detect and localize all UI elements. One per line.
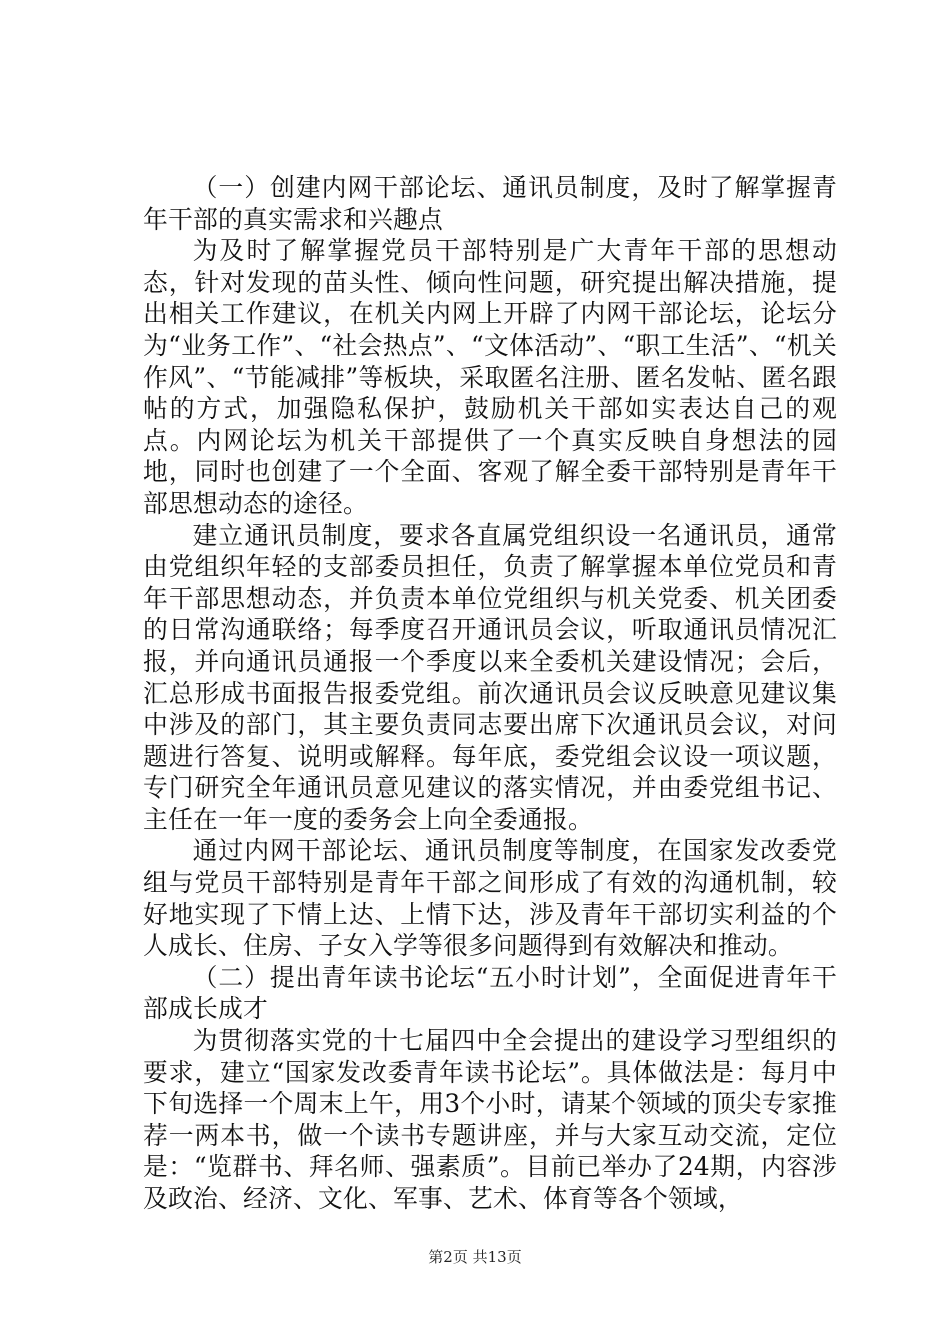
paragraph: 为贯彻落实党的十七届四中全会提出的建设学习型组织的要求，建立“国家发改委青年读书论坛”。具体做法是：每月中下旬选择一个周末上午，用3个小时，请某个领域的顶尖专家推荐一两本书，做一个读书专题讲座，并与大家互动交流，定位是：“览群书、拜名师、强素质”。目前已举办了24期，内容涉及政治、经济、文化、军事、艺术、体育等各个领域， — [143, 1026, 837, 1213]
section-heading-1: （一）创建内网干部论坛、通讯员制度，及时了解掌握青年干部的真实需求和兴趣点 — [143, 173, 837, 234]
paragraph: 为及时了解掌握党员干部特别是广大青年干部的思想动态，针对发现的苗头性、倾向性问题，研究提出解决措施，提出相关工作建议，在机关内网上开辟了内网干部论坛，论坛分为“业务工作”、“社会热点”、“文体活动”、“职工生活”、“机关作风”、“节能减排”等板块，采取匿名注册、匿名发帖、匿名跟帖的方式，加强隐私保护，鼓励机关干部如实表达自己的观点。内网论坛为机关干部提供了一个真实反映自身想法的园地，同时也创建了一个全面、客观了解全委干部特别是青年干部思想动态的途径。 — [143, 236, 837, 518]
section-heading-2: （二）提出青年读书论坛“五小时计划”，全面促进青年干部成长成才 — [143, 962, 837, 1024]
paragraph: 建立通讯员制度，要求各直属党组织设一名通讯员，通常由党组织年轻的支部委员担任，负责了解掌握本单位党员和青年干部思想动态，并负责本单位党组织与机关党委、机关团委的日常沟通联络；每季度召开通讯员会议，听取通讯员情况汇报，并向通讯员通报一个季度以来全委机关建设情况；会后，汇总形成书面报告报委党组。前次通讯员会议反映意见建议集中涉及的部门，其主要负责同志要出席下次通讯员会议，对问题进行答复、说明或解释。每年底，委党组会议设一项议题，专门研究全年通讯员意见建议的落实情况，并由委党组书记、主任在一年一度的委务会上向全委通报。 — [143, 520, 837, 834]
document-body — [143, 172, 837, 1215]
paragraph: 通过内网干部论坛、通讯员制度等制度，在国家发改委党组与党员干部特别是青年干部之间形成了有效的沟通机制，较好地实现了下情上达、上情下达，涉及青年干部切实利益的个人成长、住房、子女入学等很多问题得到有效解决和推动。 — [143, 836, 837, 961]
page-number-footer: 第2页 共13页 — [428, 1248, 522, 1266]
